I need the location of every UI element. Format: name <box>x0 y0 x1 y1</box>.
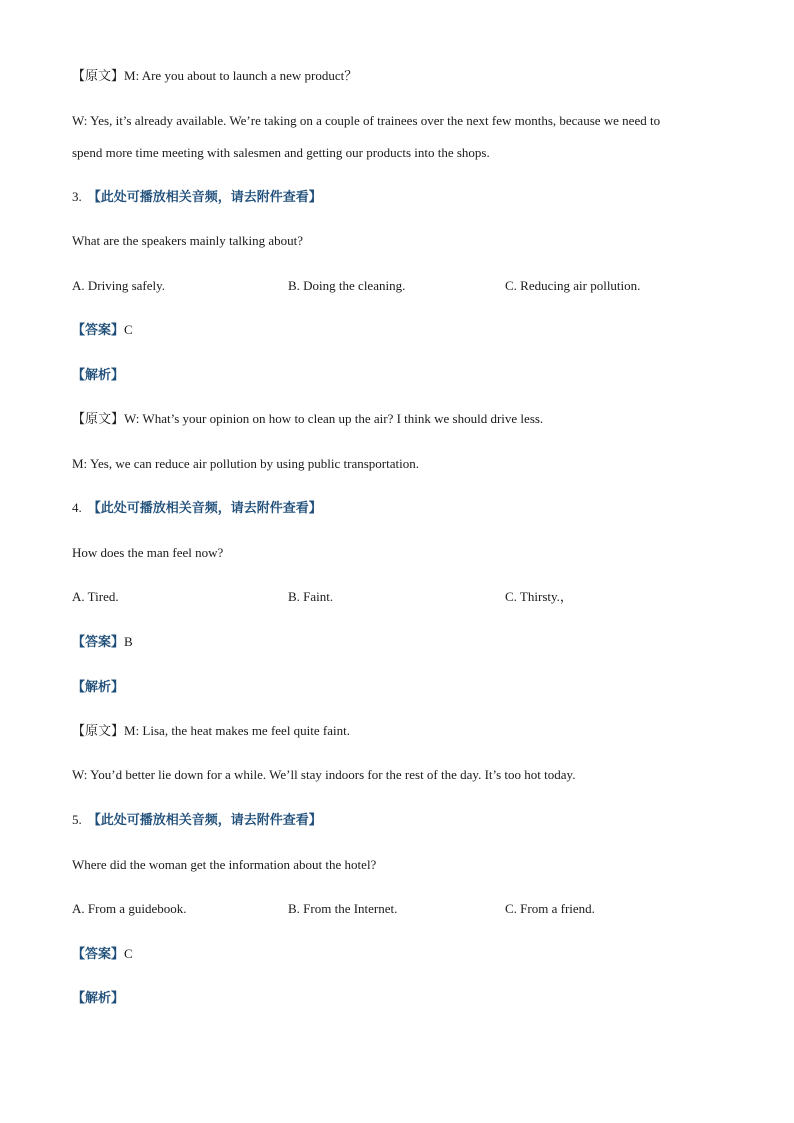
question-5-option-b: B. From the Internet. <box>288 901 398 916</box>
question-4-prompt: How does the man feel now? <box>72 545 224 560</box>
q2-transcript-woman-line2: spend more time meeting with salesmen and getting our products into the shops. <box>72 145 490 160</box>
question-5-header <box>72 811 322 829</box>
question-4-option-a: A. Tired. <box>72 589 119 604</box>
question-3-transcript-2: M: Yes, we can reduce air pollution by using public transportation. <box>72 456 419 471</box>
transcript-text: W: What’s your opinion on how to clean up the air? I think we should drive less. <box>124 411 544 426</box>
question-3-option-a: A. Driving safely. <box>72 278 166 293</box>
answer-value: C <box>124 322 133 337</box>
answer-tag: 【答案】 <box>72 322 125 337</box>
transcript-text: M: Lisa, the heat makes me feel quite faint. <box>124 723 350 738</box>
question-number: 3. <box>72 189 82 204</box>
answer-tag: 【答案】 <box>72 634 125 649</box>
question-5-analysis-tag: 【解析】 <box>72 990 125 1005</box>
question-5-option-c: C. From a friend. <box>505 901 595 916</box>
question-3-header <box>72 188 322 206</box>
question-4-answer <box>72 633 133 651</box>
transcript-tag: 【原文】 <box>72 411 125 426</box>
question-3-option-b: B. Doing the cleaning. <box>288 278 406 293</box>
question-4-transcript-1 <box>72 722 350 740</box>
question-5-prompt: Where did the woman get the information about the hotel? <box>72 857 377 872</box>
question-4-option-b: B. Faint. <box>288 589 334 604</box>
question-number: 4. <box>72 500 82 515</box>
question-4-transcript-2: W: You’d better lie down for a while. We’ll stay indoors for the rest of the day. It’s too hot today. <box>72 767 576 782</box>
transcript-text: M: Are you about to launch a new product？ <box>124 68 358 83</box>
q2-transcript-woman-line1: W: Yes, it’s already available. We’re taking on a couple of trainees over the next few months, because we need to <box>72 113 661 128</box>
transcript-tag: 【原文】 <box>72 68 125 83</box>
question-5-answer <box>72 945 133 963</box>
question-5-option-a: A. From a guidebook. <box>72 901 187 916</box>
transcript-tag: 【原文】 <box>72 723 125 738</box>
question-4-option-c: C. Thirsty.， <box>505 589 573 604</box>
answer-value: C <box>124 946 133 961</box>
q2-transcript-man <box>72 67 357 85</box>
audio-link[interactable]: 【此处可播放相关音频，请去附件查看】 <box>87 500 322 515</box>
question-3-prompt: What are the speakers mainly talking about? <box>72 233 304 248</box>
question-3-transcript-1 <box>72 410 543 428</box>
question-4-analysis-tag: 【解析】 <box>72 679 125 694</box>
answer-tag: 【答案】 <box>72 946 125 961</box>
question-number: 5. <box>72 812 82 827</box>
audio-link[interactable]: 【此处可播放相关音频，请去附件查看】 <box>87 812 322 827</box>
question-4-header <box>72 499 322 517</box>
question-3-option-c: C. Reducing air pollution. <box>505 278 641 293</box>
question-3-answer <box>72 321 133 339</box>
audio-link[interactable]: 【此处可播放相关音频，请去附件查看】 <box>87 189 322 204</box>
answer-value: B <box>124 634 133 649</box>
question-3-analysis-tag: 【解析】 <box>72 367 125 382</box>
